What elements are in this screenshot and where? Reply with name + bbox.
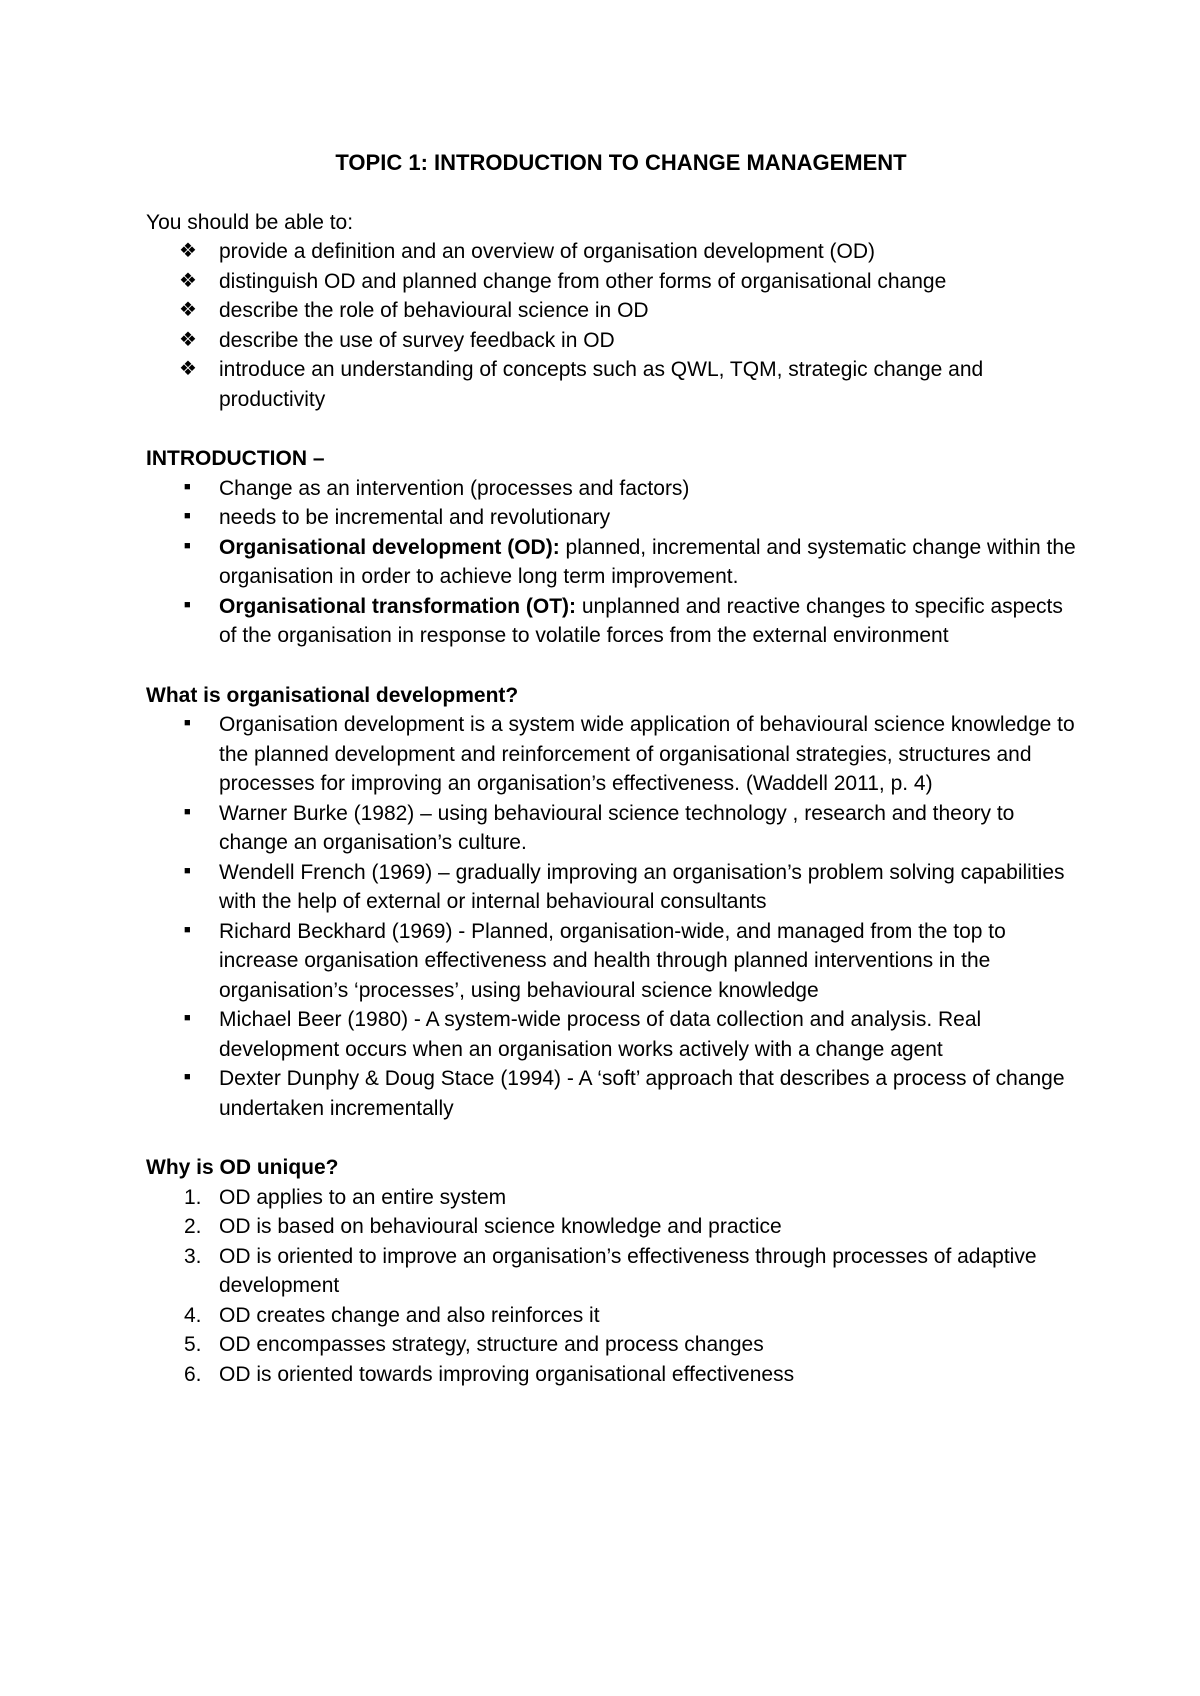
list-number: 5. <box>184 1333 202 1356</box>
square-bullet-icon: ■ <box>184 1071 191 1083</box>
objectives-lead: You should be able to: <box>146 210 354 234</box>
list-item: 5. OD encompasses strategy, structure and process changes <box>146 1330 1076 1360</box>
list-item: ■ Michael Beer (1980) - A system-wide process of data collection and analysis. Real development occurs when an organisation works actively with a change agent <box>146 1005 1076 1064</box>
list-item: ■ Organisation development is a system wide application of behavioural science knowledge to the planned development and reinforcement of organisational strategies, structures and processes for improving an organisation’s effectiveness. (Waddell 2011, p. 4) <box>146 710 1076 799</box>
square-bullet-icon: ■ <box>184 717 191 729</box>
square-bullet-icon: ■ <box>184 923 191 936</box>
introduction-heading: INTRODUCTION – <box>146 447 325 470</box>
list-number: 2. <box>184 1215 202 1238</box>
od-term: Organisational development (OD): <box>219 535 560 559</box>
square-bullet-icon: ■ <box>184 1012 191 1024</box>
list-item: ■ Wendell French (1969) – gradually improving an organisation’s problem solving capabilities with the help of external or internal behavioural consultants <box>146 858 1076 917</box>
list-number: 1. <box>184 1185 202 1209</box>
why-unique-heading: Why is OD unique? <box>146 1156 339 1179</box>
list-item: ❖ distinguish OD and planned change from other forms of organisational change <box>146 267 1076 297</box>
square-bullet-icon: ■ <box>184 864 191 877</box>
square-bullet-icon: ■ <box>184 805 191 818</box>
list-item: 2. OD is based on behavioural science knowledge and practice <box>146 1212 1076 1242</box>
list-item: ❖ describe the role of behavioural science in OD <box>146 296 1076 326</box>
list-item: ■ Organisational development (OD): planned, incremental and systematic change within the organisation in order to achieve long term improvement. <box>146 533 1076 592</box>
introduction-list <box>146 474 1076 651</box>
list-item: 4. OD creates change and also reinforces it <box>146 1301 1076 1331</box>
why-unique-list <box>146 1183 1076 1390</box>
list-item: 1. OD applies to an entire system <box>146 1183 1076 1213</box>
list-item: ■ Richard Beckhard (1969) - Planned, organisation-wide, and managed from the top to increase organisation effectiveness and health through planned interventions in the organisation’s ‘processes’, using behavioural science knowledge <box>146 917 1076 1006</box>
list-item: ❖ describe the use of survey feedback in OD <box>146 326 1076 356</box>
square-bullet-icon: ■ <box>184 510 191 522</box>
list-number: 6. <box>184 1362 202 1386</box>
list-item: ❖ provide a definition and an overview of organisation development (OD) <box>146 237 1076 267</box>
diamond-bullet-icon: ❖ <box>179 358 197 380</box>
ot-term: Organisational transformation (OT): <box>219 594 577 618</box>
what-is-od-heading: What is organisational development? <box>146 683 519 707</box>
list-number: 4. <box>184 1303 202 1327</box>
list-item: ■ Warner Burke (1982) – using behavioural science technology , research and theory to change an organisation’s culture. <box>146 799 1076 858</box>
diamond-bullet-icon: ❖ <box>179 299 197 321</box>
list-item: 6. OD is oriented towards improving organisational effectiveness <box>146 1360 1076 1390</box>
list-item: ■ Dexter Dunphy & Doug Stace (1994) - A ‘soft’ approach that describes a process of change undertaken incrementally <box>146 1064 1076 1123</box>
what-is-od-list <box>146 710 1076 1123</box>
document-title: TOPIC 1: INTRODUCTION TO CHANGE MANAGEMENT <box>335 150 907 175</box>
list-number: 3. <box>184 1244 202 1268</box>
list-item: ■ needs to be incremental and revolutionary <box>146 503 1076 533</box>
list-item: ■ Change as an intervention (processes and factors) <box>146 474 1076 504</box>
square-bullet-icon: ■ <box>184 480 191 493</box>
list-item: 3. OD is oriented to improve an organisation’s effectiveness through processes of adaptive development <box>146 1242 1076 1301</box>
objectives-list <box>146 237 1076 414</box>
square-bullet-icon: ■ <box>184 598 191 611</box>
diamond-bullet-icon: ❖ <box>179 269 197 292</box>
list-item: ❖ introduce an understanding of concepts such as QWL, TQM, strategic change and productivity <box>146 355 1076 414</box>
list-item: ■ Organisational transformation (OT): unplanned and reactive changes to specific aspects of the organisation in response to volatile forces from the external environment <box>146 592 1076 651</box>
document-page <box>146 148 1076 1389</box>
diamond-bullet-icon: ❖ <box>179 240 197 262</box>
diamond-bullet-icon: ❖ <box>179 328 197 351</box>
square-bullet-icon: ■ <box>184 539 191 552</box>
